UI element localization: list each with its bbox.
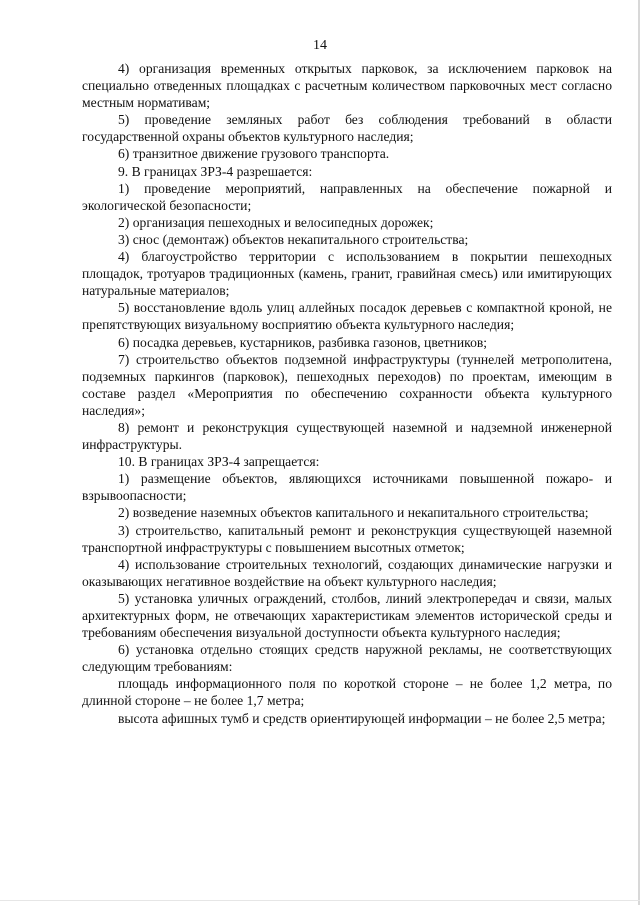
paragraph: 1) размещение объектов, являющихся источниками повышенной пожаро- и взрывоопасности;	[82, 471, 612, 504]
document-body	[82, 60, 612, 727]
section-heading-zrz4-prohibited: 10. В границах ЗРЗ-4 запрещается:	[118, 454, 320, 470]
paragraph: 2) организация пешеходных и велосипедных дорожек;	[118, 214, 434, 230]
paragraph: 8) ремонт и реконструкция существующей наземной и надземной инженерной инфраструктуры.	[82, 419, 612, 453]
paragraph: 4) организация временных открытых парковок, за исключением парковок на специально отведенных площадках с расчетным количеством парковочных мест согласно местным нормативам;	[82, 61, 612, 111]
paragraph: 2) возведение наземных объектов капитального и некапитального строительства;	[118, 505, 589, 521]
paragraph: 5) проведение земляных работ без соблюдения требований в области государственной охраны объектов культурного наследия;	[82, 112, 612, 145]
section-heading-zrz4-allowed: 9. В границах ЗРЗ-4 разрешается:	[118, 163, 313, 179]
paragraph: 3) снос (демонтаж) объектов некапитального строительства;	[118, 231, 469, 247]
paragraph: 1) проведение мероприятий, направленных на обеспечение пожарной и экологической безопасности;	[82, 180, 612, 213]
page-number: 14	[313, 38, 327, 53]
paragraph: 5) установка уличных ограждений, столбов, линий электропередач и связи, малых архитектурных форм, не отвечающих характеристикам элементов исторической среды и требованиям обеспечения визуальной доступности объекта культурного наследия;	[82, 590, 612, 641]
scan-edge-bottom	[0, 900, 640, 901]
paragraph: 6) посадка деревьев, кустарников, разбивка газонов, цветников;	[118, 334, 488, 350]
paragraph: 6) транзитное движение грузового транспорта.	[118, 146, 390, 162]
paragraph: 5) восстановление вдоль улиц аллейных посадок деревьев с компактной кроной, не препятствующих визуальному восприятию объекта культурного наследия;	[82, 300, 612, 333]
paragraph: 4) использование строительных технологий, создающих динамические нагрузки и оказывающих негативное воздействие на объект культурного наследия;	[82, 556, 612, 589]
paragraph: площадь информационного поля по короткой стороне – не более 1,2 метра, по длинной стороне – не более 1,7 метра;	[82, 676, 612, 709]
paragraph: 4) благоустройство территории с использованием в покрытии пешеходных площадок, тротуаров традиционных (камень, гранит, гравийная смесь) или имитирующих натуральные материалов;	[82, 249, 612, 299]
paragraph: 6) установка отдельно стоящих средств наружной рекламы, не соответствующих следующим требованиям:	[82, 642, 612, 675]
paragraph: 7) строительство объектов подземной инфраструктуры (туннелей метрополитена, подземных паркингов (парковок), пешеходных переходов) по проектам, имеющим в составе раздел «Мероприятия по обеспечению сохранности объекта культурного наследия»;	[82, 351, 612, 418]
paragraph: высота афишных тумб и средств ориентирующей информации – не более 2,5 метра;	[118, 710, 606, 726]
paragraph: 3) строительство, капитальный ремонт и реконструкция существующей наземной транспортной инфраструктуры с повышением высотных отметок;	[82, 522, 612, 555]
